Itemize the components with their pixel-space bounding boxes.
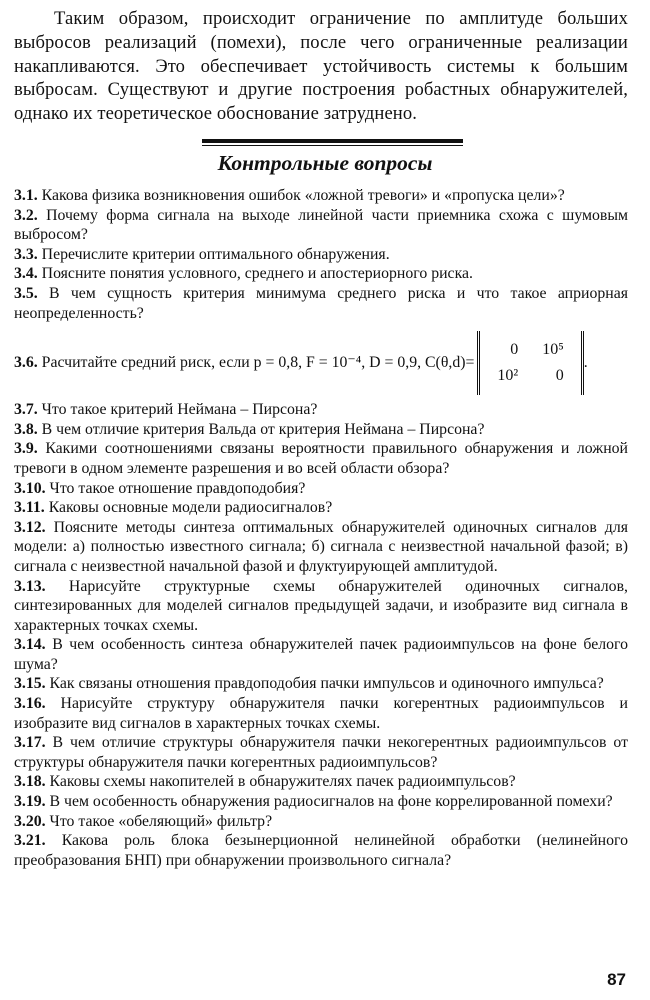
- question-text: Почему форма сигнала на выходе линейной части приемника схожа с шумовым выбросом?: [14, 206, 629, 244]
- question-text: Нарисуйте структурные схемы обнаружителей одиночных сигналов, синтезированных для моделей сигналов предыдущей задачи, и изобразите вид сигнала в характерных точках схемы.: [14, 577, 628, 634]
- question-item: [14, 518, 628, 577]
- matrix-cell: 10⁵: [542, 341, 564, 359]
- question-item: [14, 420, 628, 440]
- question-text: В чем особенность обнаружения радиосигналов на фоне коррелированной помехи?: [49, 793, 613, 811]
- question-text: Расчитайте средний риск, если p = 0,8, F = 10⁻⁴, D = 0,9, C(θ,d)=: [41, 354, 475, 372]
- question-number: 3.3.: [14, 245, 38, 263]
- heading-rule-thin: [202, 145, 463, 146]
- question-text: Перечислите критерии оптимального обнаружения.: [41, 245, 390, 263]
- question-number: 3.5.: [14, 284, 38, 302]
- question-item: [14, 577, 628, 636]
- section-title: Контрольные вопросы: [217, 151, 433, 175]
- question-number: 3.12.: [14, 518, 46, 536]
- heading-rule-thick: [202, 139, 463, 143]
- question-item: [14, 186, 628, 206]
- question-number: 3.13.: [14, 577, 46, 595]
- question-item: [14, 479, 628, 499]
- question-item-with-matrix: [14, 329, 628, 397]
- question-number: 3.14.: [14, 636, 46, 654]
- question-number: 3.10.: [14, 479, 46, 497]
- question-number: 3.18.: [14, 773, 46, 791]
- question-text: Какими соотношениями связаны вероятности правильного обнаружения и ложной тревоги в одном элементе разрешения и во всей области обзора?: [14, 440, 629, 477]
- question-item: [14, 674, 628, 694]
- question-number: 3.4.: [14, 265, 38, 283]
- question-number: 3.19.: [14, 793, 46, 811]
- question-text: Каковы схемы накопителей в обнаружителях пачек радиоимпульсов?: [49, 773, 516, 791]
- question-text: Как связаны отношения правдоподобия пачки импульсов и одиночного импульса?: [49, 675, 604, 693]
- question-item: [14, 206, 628, 245]
- question-text: Поясните понятия условного, среднего и апостериорного риска.: [41, 265, 473, 283]
- cost-matrix: [477, 331, 583, 395]
- question-text: Что такое «обеляющий» фильтр?: [49, 812, 273, 830]
- question-item: [14, 831, 628, 870]
- question-text: Нарисуйте структуру обнаружителя пачки когерентных радиоимпульсов и изобразите вид сигналов в характерных точках схемы.: [14, 695, 629, 732]
- question-text: В чем особенность синтеза обнаружителей пачек радиоимпульсов на фоне белого шума?: [14, 636, 628, 673]
- question-text: В чем отличие структуры обнаружителя пачки некогерентных радиоимпульсов от структуры обнаружителя пачки когерентных радиоимпульсов?: [14, 734, 628, 771]
- question-item: [14, 400, 628, 420]
- question-number: 3.17.: [14, 734, 46, 752]
- question-number: 3.20.: [14, 812, 46, 830]
- question-item: [14, 733, 628, 772]
- question-text: Каковы основные модели радиосигналов?: [48, 499, 333, 517]
- question-text: Какова роль блока безынерционной нелинейной обработки (нелинейного преобразования БНП) при обнаружении произвольного сигнала?: [14, 832, 628, 869]
- question-item: [14, 694, 628, 733]
- question-number: 3.2.: [14, 206, 38, 224]
- question-item: [14, 792, 628, 812]
- matrix-cell: 10²: [497, 367, 519, 385]
- question-item: [14, 635, 628, 674]
- question-number: 3.9.: [14, 440, 38, 458]
- question-number: 3.21.: [14, 832, 46, 850]
- question-number: 3.8.: [14, 420, 38, 438]
- question-number: 3.15.: [14, 675, 46, 693]
- matrix-cell: 0: [555, 367, 564, 385]
- question-item: [14, 264, 628, 284]
- question-text: В чем сущность критерия минимума среднего риска и что такое априорная неопределенность?: [14, 284, 628, 322]
- question-text: Что такое критерий Неймана – Пирсона?: [41, 401, 318, 419]
- question-item: [14, 284, 628, 323]
- question-number: 3.6.: [14, 354, 38, 372]
- page-number: 87: [607, 970, 626, 989]
- question-text: В чем отличие критерия Вальда от критерия Неймана – Пирсона?: [41, 420, 485, 438]
- question-number: 3.11.: [14, 499, 45, 517]
- question-number: 3.7.: [14, 401, 38, 419]
- intro-paragraph: Таким образом, происходит ограничение по амплитуде больших выбросов реализаций (помехи), после чего ограниченные реализации накапливаются. Это обеспечивает устойчивость системы к большим выбросам. Существуют и другие построения робастных обнаружителей, однако их теоретическое обоснование затруднено.: [14, 8, 628, 125]
- question-item: [14, 812, 628, 832]
- question-item: [14, 498, 628, 518]
- question-number: 3.1.: [14, 187, 38, 204]
- question-number: 3.16.: [14, 695, 46, 713]
- question-text: Какова физика возникновения ошибок «ложной тревоги» и «пропуска цели»?: [41, 187, 565, 204]
- question-text: Что такое отношение правдоподобия?: [49, 479, 306, 497]
- question-item: [14, 245, 628, 265]
- matrix-cell: 0: [510, 341, 519, 359]
- question-item: [14, 772, 628, 792]
- question-item: [14, 439, 628, 478]
- matrix-end-period: .: [583, 354, 588, 372]
- question-text: Поясните методы синтеза оптимальных обнаружителей одиночных сигналов для модели: а) полностью известного сигнала; б) сигнала с неизвестной начальной фазой; в) сигнала с неизвестной начальной фазой и флуктуирующей амплитудой.: [14, 518, 628, 575]
- questions-list: [14, 186, 628, 870]
